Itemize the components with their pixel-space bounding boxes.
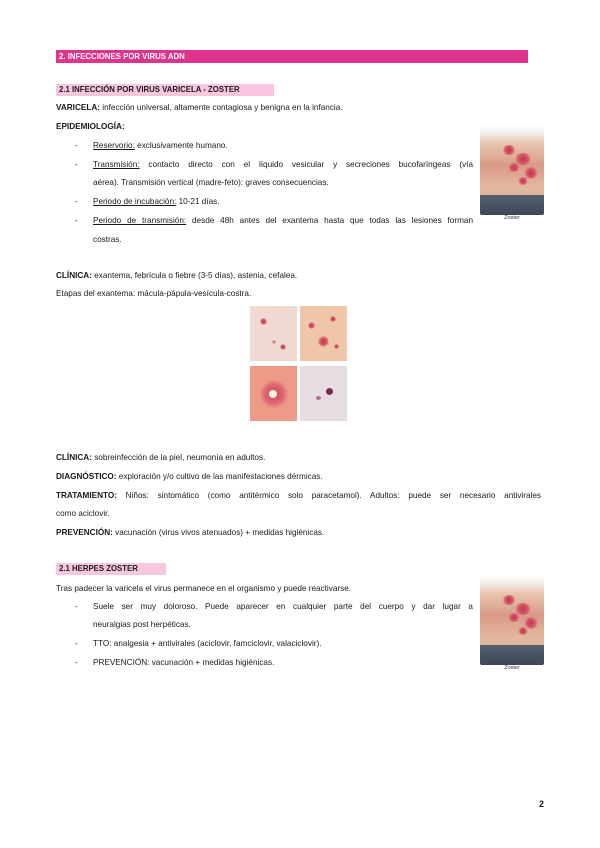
bullet-text: desde 48h antes del exantema hasta que todas las lesiones forman [186,216,474,225]
section-heading-herpes-zoster: 2.1 HERPES ZOSTER [56,563,166,575]
clinica-text: exantema, febrícula o fiebre (3-5 días), astenia, cefalea. [91,271,298,280]
bullet-dash: - [75,216,78,225]
epidemiologia-label: EPIDEMIOLOGÍA: [56,122,125,131]
prevencion-label: PREVENCIÓN: [56,528,113,537]
clinica-line [56,270,297,281]
zoster-photo [480,125,544,215]
diagnostico-line [56,471,323,482]
bullet-dash: - [75,160,78,169]
bullet-label: Periodo de incubación: [93,197,177,206]
papula-photo [300,306,347,361]
chapter-title: 2. INFECCIONES POR VIRUS ADN [56,50,528,63]
vesicula-photo [250,366,297,421]
bullet-label: Reservorio: [93,141,135,150]
clinica-complicaciones [56,452,265,463]
etapas-line: Etapas del exantema: mácula-pápula-vesícula-costra. [56,289,252,298]
bullet-text: contacto directo con el líquido vesicular y secreciones bucofaríngeas (vía [139,160,473,169]
zoster-caption: Zoster [504,665,520,671]
prevencion-line [56,527,324,538]
section-heading-varicela-zoster: 2.1 INFECCIÓN POR VIRUS VARICELA - ZOSTER [56,84,274,96]
macula-photo [250,306,297,361]
herpes-intro: Tras padecer la varicela el virus permanece en el organismo y puede reactivarse. [56,584,352,593]
tratamiento-label: TRATAMIENTO: [56,491,117,500]
clinica2-label: CLÍNICA: [56,453,92,462]
bullet-continuation: neuralgias post herpéticas. [93,620,191,629]
bullet-dash: - [75,602,78,611]
clinica2-text: sobreinfección de la piel, neumonía en adultos. [91,453,266,462]
zoster-figure [480,575,544,671]
bullet-dash: - [75,658,78,667]
varicela-definition [56,102,343,113]
bullet-label: Transmisión: [93,160,140,169]
tratamiento-text: Niños: sintomático (como antitérmico solo paracetamol). Adultos: puede ser necesario antivirales [116,491,541,500]
bullet-text: exclusivamente humano. [134,141,228,150]
bullet-dash: - [75,639,78,648]
prevencion-text: vacunación (virus vivos atenuados) + medidas higiénicas. [112,528,325,537]
tratamiento-continuation: como aciclovir. [56,509,110,518]
bullet-dash: - [75,197,78,206]
bullet-continuation: aérea). Transmisión vertical (madre-feto): graves consecuencias. [93,178,329,187]
bullet-text: PREVENCIÓN: vacunación + medidas higiénicas. [93,658,275,667]
costra-photo [300,366,347,421]
zoster-photo [480,575,544,665]
zoster-figure [480,125,544,221]
bullet-text: 10-21 días. [176,197,220,206]
bullet-continuation: costras. [93,235,122,244]
varicela-text: infección universal, altamente contagiosa y benigna en la infancia. [99,103,343,112]
page-number: 2 [538,799,544,809]
bullet-text: TTO: analgesia + antivirales (aciclovir, famciclovir, valaciclovir). [93,639,322,648]
tratamiento-line [56,490,541,501]
bullet-label: Periodo de transmisión: [93,216,187,225]
clinica-label: CLÍNICA: [56,271,92,280]
diagnostico-text: exploración y/o cultivo de las manifestaciones dérmicas. [116,472,323,481]
exanthema-stages-image [250,306,350,424]
varicela-label: VARICELA: [56,103,100,112]
diagnostico-label: DIAGNÓSTICO: [56,472,117,481]
bullet-text: Suele ser muy doloroso. Puede aparecer en cualquier parte del cuerpo y dar lugar a [93,602,473,611]
bullet-dash: - [75,141,78,150]
zoster-caption: Zoster [504,215,520,221]
